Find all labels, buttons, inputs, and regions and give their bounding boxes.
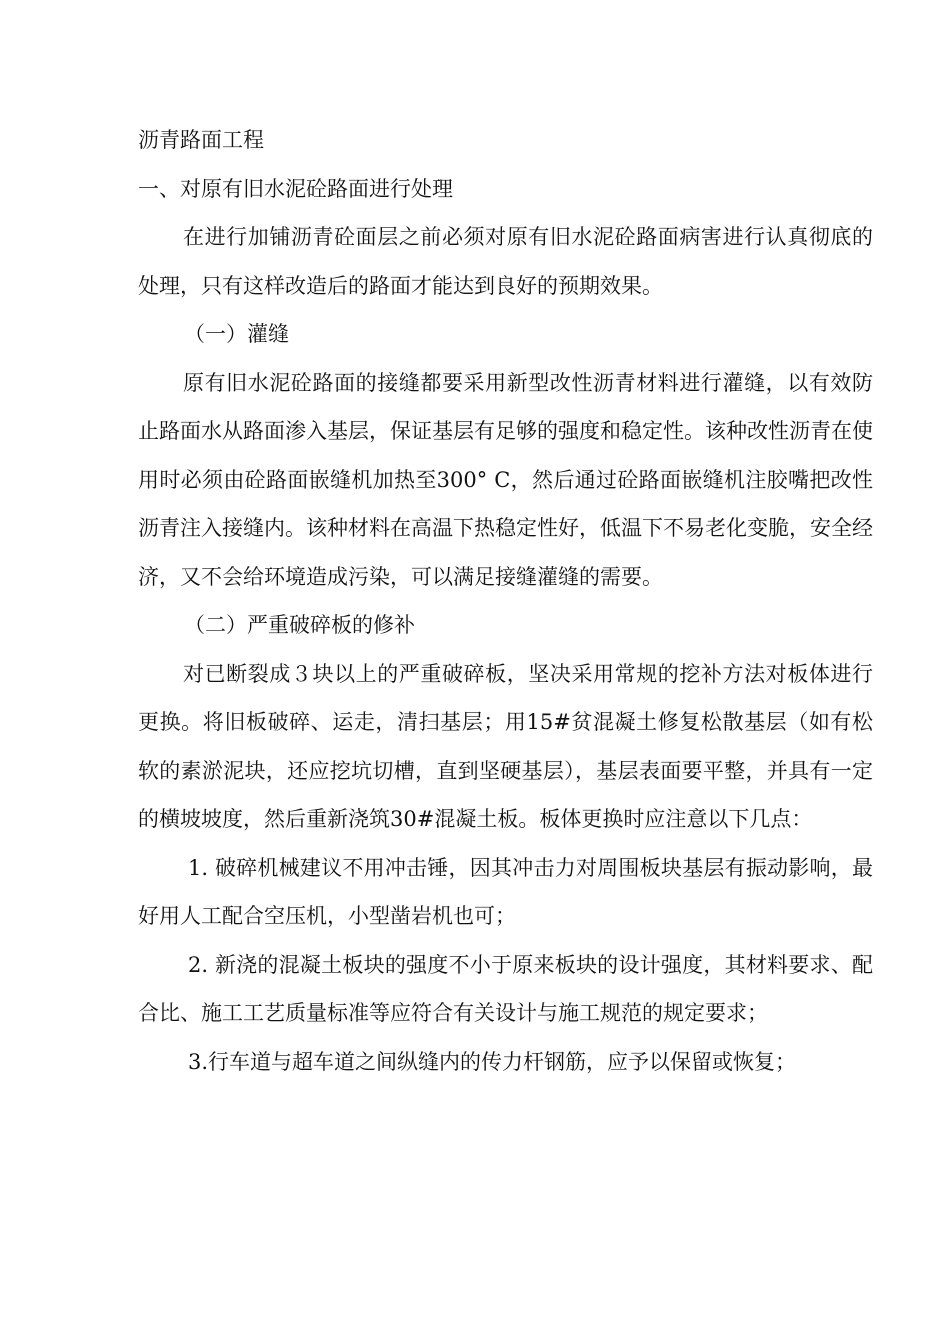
document-body	[138, 116, 873, 1086]
subsection-heading-1: （一）灌缝	[184, 322, 289, 346]
subsection-heading-2: （二）严重破碎板的修补	[184, 613, 415, 637]
subsection-1-paragraph: 原有旧水泥砼路面的接缝都要采用新型改性沥青材料进行灌缝，以有效防止路面水从路面渗入基层，保证基层有足够的强度和稳定性。该种改性沥青在使用时必须由砼路面嵌缝机加热至300° C，然后通过砼路面嵌缝机注胶嘴把改性沥青注入接缝内。该种材料在高温下热稳定性好，低温下不易老化变脆，安全经济，又不会给环境造成污染，可以满足接缝灌缝的需要。	[138, 370, 873, 589]
list-item: 2. 新浇的混凝土板块的强度不小于原来板块的设计强度，其材料要求、配合比、施工工艺质量标准等应符合有关设计与施工规范的规定要求；	[138, 952, 873, 1025]
list-item: 3.行车道与超车道之间纵缝内的传力杆钢筋，应予以保留或恢复；	[188, 1049, 797, 1074]
section-heading-1: 一、对原有旧水泥砼路面进行处理	[138, 176, 453, 201]
intro-paragraph: 在进行加铺沥青砼面层之前必须对原有旧水泥砼路面病害进行认真彻底的处理，只有这样改造后的路面才能达到良好的预期效果。	[138, 225, 873, 298]
document-title: 沥青路面工程	[138, 128, 264, 152]
list-item: 1. 破碎机械建议不用冲击锤，因其冲击力对周围板块基层有振动影响，最好用人工配合空压机，小型凿岩机也可；	[138, 855, 873, 928]
subsection-2-paragraph: 对已断裂成３块以上的严重破碎板，坚决采用常规的挖补方法对板体进行更换。将旧板破碎、运走，清扫基层；用15#贫混凝土修复松散基层（如有松软的素淤泥块，还应挖坑切槽，直到坚硬基层），基层表面要平整，并具有一定的横坡坡度，然后重新浇筑30#混凝土板。板体更换时应注意以下几点：	[138, 661, 873, 831]
